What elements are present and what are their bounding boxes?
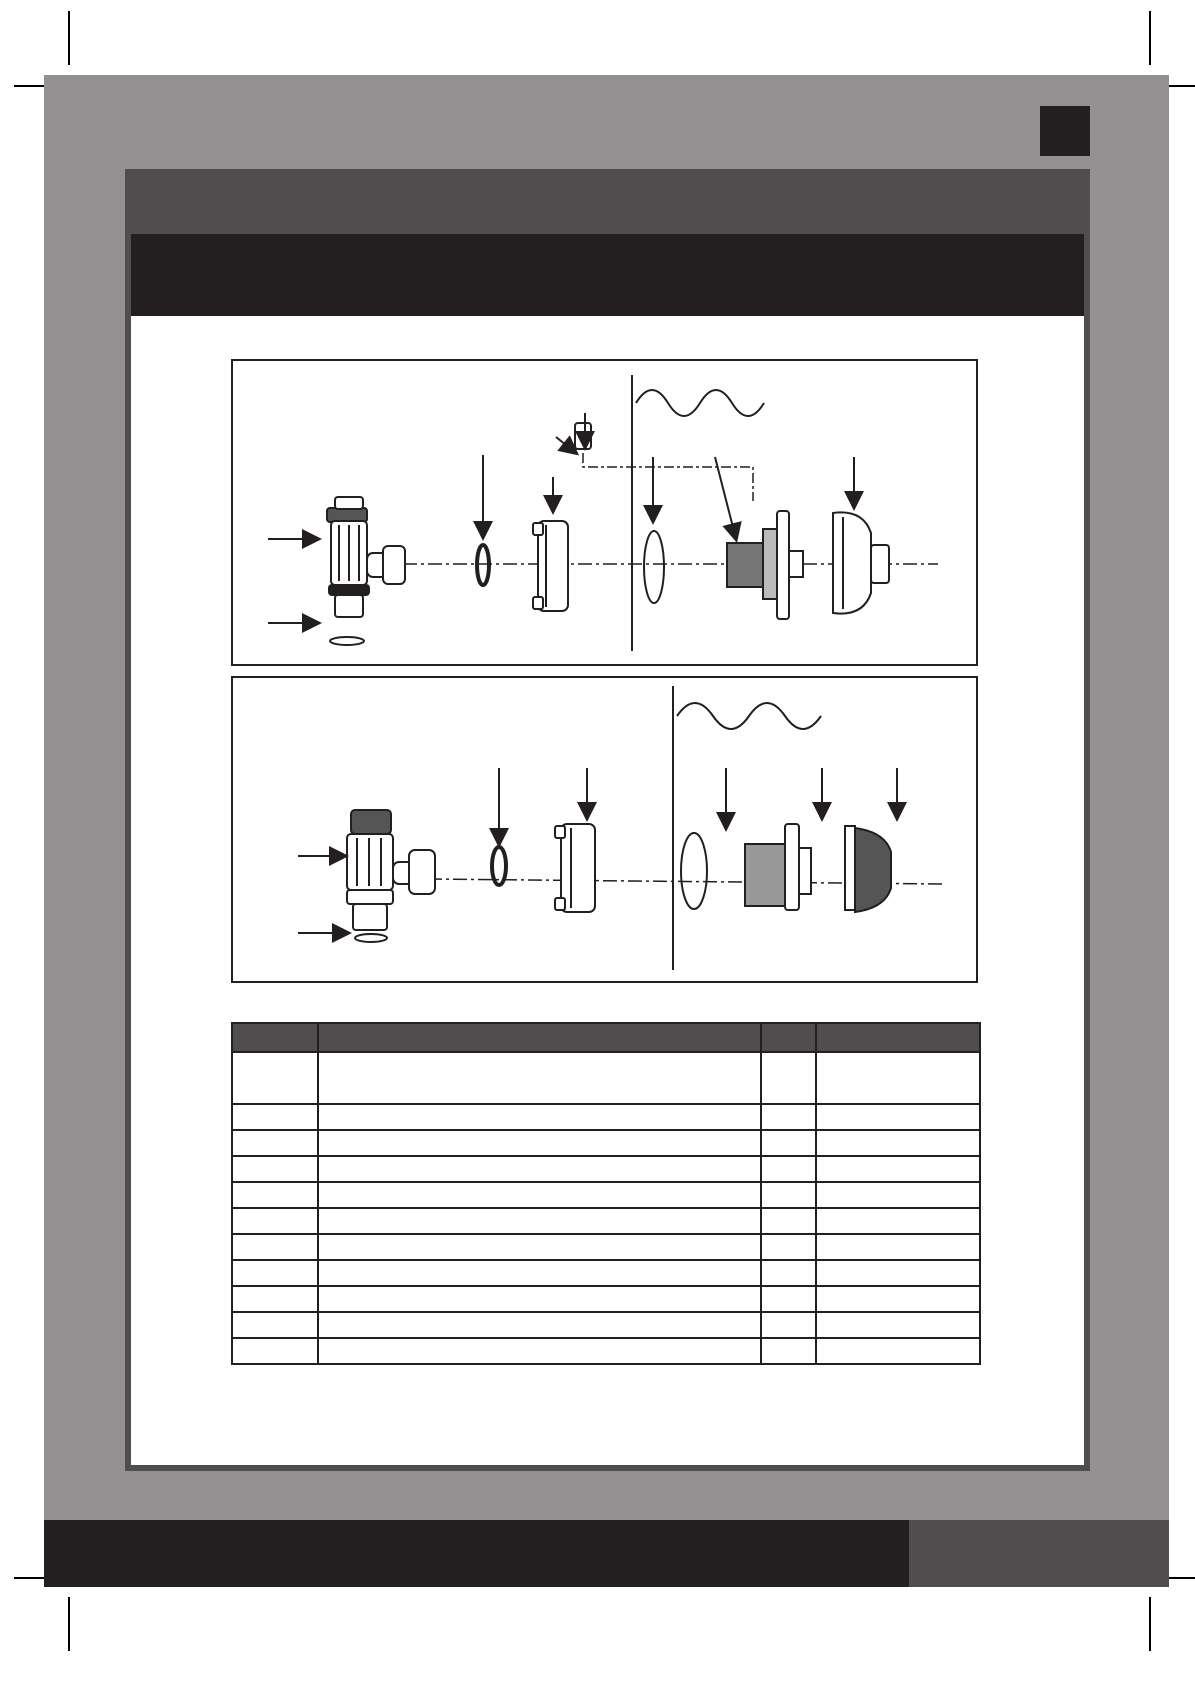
cell: [318, 1208, 761, 1234]
cell: [318, 1312, 761, 1338]
water-line: [636, 390, 764, 416]
cell: [318, 1234, 761, 1260]
parts-table: [231, 1022, 981, 1365]
cell: [761, 1208, 817, 1234]
cell: [318, 1156, 761, 1182]
cell: [232, 1234, 318, 1260]
plunger-valve: [327, 497, 405, 617]
cell: [232, 1156, 318, 1182]
cell: [761, 1234, 817, 1260]
cell: [232, 1052, 318, 1104]
washer: [477, 545, 489, 585]
cell: [761, 1312, 817, 1338]
water-line: [677, 703, 821, 729]
gasket: [681, 833, 707, 909]
cell: [232, 1104, 318, 1130]
lock-nut: [555, 824, 595, 912]
o-ring: [355, 934, 387, 942]
cell: [816, 1156, 980, 1182]
cell: [816, 1260, 980, 1286]
table-row: [232, 1338, 980, 1364]
cell: [816, 1130, 980, 1156]
strainer-fitting: [727, 511, 803, 619]
table-row: [232, 1260, 980, 1286]
table-row: [232, 1208, 980, 1234]
table-row: [232, 1286, 980, 1312]
col-header: [761, 1023, 817, 1052]
cell: [318, 1052, 761, 1104]
table-header-row: [232, 1023, 980, 1052]
cell: [816, 1052, 980, 1104]
hose-path: [583, 453, 753, 501]
cell: [816, 1286, 980, 1312]
cell: [816, 1234, 980, 1260]
cell: [318, 1338, 761, 1364]
cell: [761, 1130, 817, 1156]
table-row: [232, 1156, 980, 1182]
table-row: [232, 1234, 980, 1260]
crop-mark: [1149, 1597, 1151, 1651]
cell: [761, 1260, 817, 1286]
diagram-top-svg: [233, 361, 976, 664]
crop-mark: [68, 1597, 70, 1651]
plunger-valve: [347, 810, 435, 930]
cell: [318, 1286, 761, 1312]
cell: [816, 1338, 980, 1364]
air-jet-cap: [575, 423, 591, 449]
crop-mark: [68, 11, 70, 65]
exploded-diagram-bottom: [231, 676, 978, 983]
callout-arrow: [556, 437, 576, 453]
o-ring: [330, 637, 364, 645]
lock-nut: [533, 521, 568, 611]
cell: [232, 1260, 318, 1286]
crop-mark: [1149, 11, 1151, 65]
cell: [761, 1338, 817, 1364]
col-header: [816, 1023, 980, 1052]
section-title: [131, 234, 1084, 316]
cell: [761, 1156, 817, 1182]
table-row: [232, 1312, 980, 1338]
cell: [816, 1208, 980, 1234]
table-row: [232, 1182, 980, 1208]
callout-arrow: [715, 457, 736, 539]
gasket: [644, 531, 664, 603]
footer-bar: [44, 1520, 909, 1587]
table-row: [232, 1104, 980, 1130]
inlet-fitting: [745, 824, 811, 910]
strainer-grid: [833, 512, 889, 613]
col-header: [232, 1023, 318, 1052]
cell: [232, 1286, 318, 1312]
col-header: [318, 1023, 761, 1052]
cell: [318, 1130, 761, 1156]
cell: [232, 1130, 318, 1156]
inlet-grid: [845, 826, 891, 912]
cell: [816, 1312, 980, 1338]
cell: [318, 1104, 761, 1130]
cell: [816, 1104, 980, 1130]
cell: [232, 1312, 318, 1338]
cell: [318, 1182, 761, 1208]
cell: [816, 1182, 980, 1208]
cell: [761, 1052, 817, 1104]
cell: [761, 1182, 817, 1208]
cell: [232, 1182, 318, 1208]
cell: [232, 1208, 318, 1234]
corner-tab: [1040, 106, 1090, 156]
cell: [232, 1338, 318, 1364]
page-number-box: [909, 1520, 1169, 1587]
exploded-diagram-top: [231, 359, 978, 666]
cell: [318, 1260, 761, 1286]
diagram-bottom-svg: [233, 678, 976, 981]
table-row: [232, 1052, 980, 1104]
cell: [761, 1286, 817, 1312]
table-row: [232, 1130, 980, 1156]
cell: [761, 1104, 817, 1130]
